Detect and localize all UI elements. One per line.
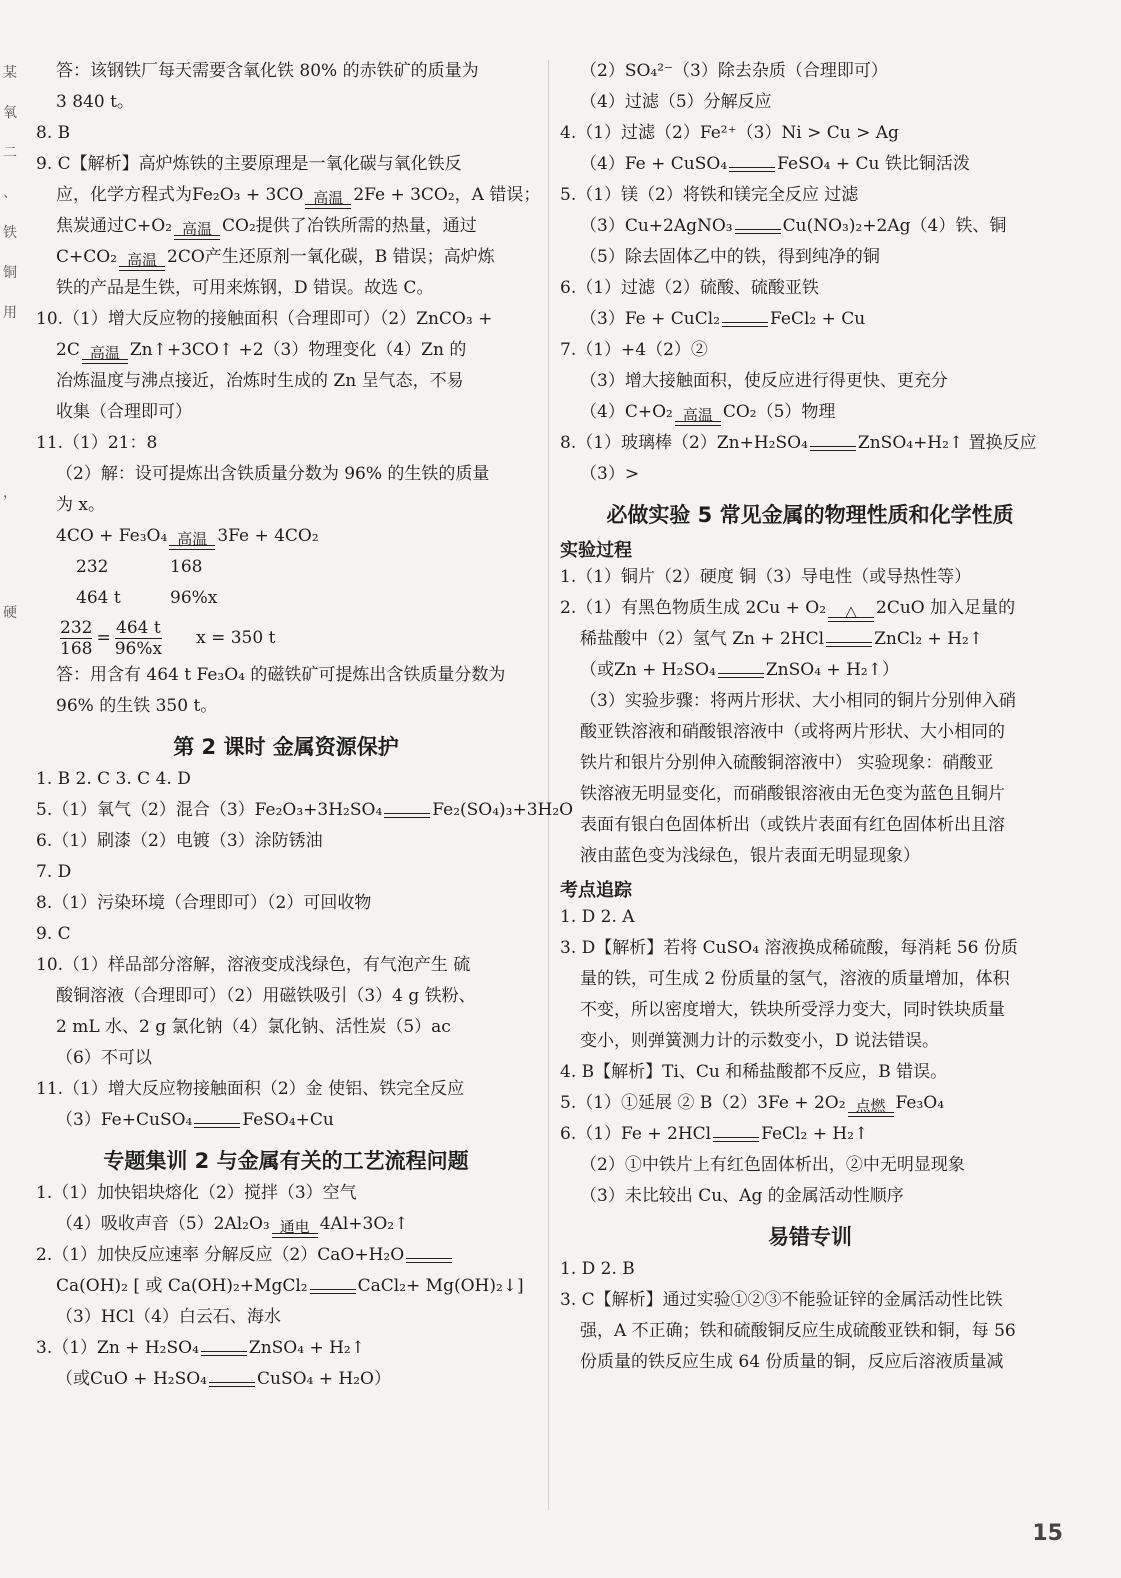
answer-line: 1.（1）铜片（2）硬度 铜（3）导电性（或导热性等） [560,567,972,587]
reaction-arrow: 高温 [169,533,215,550]
reaction-arrow: 高温 [119,254,165,271]
answer-line: 1.（1）加快铝块熔化（2）搅拌（3）空气 [36,1183,357,1203]
ratio-line: 464 t 96%x [76,588,218,608]
answer-line: 9. C [36,924,71,944]
answer-line: 3. C【解析】通过实验①②③不能验证锌的金属活动性比铁 [560,1290,1003,1310]
margin-char: 、 [3,185,17,201]
answer-line: 10.（1）增大反应物的接触面积（合理即可）（2）ZnCO₃ + [36,309,493,329]
reaction-arrow: 高温 [675,409,721,426]
page-number: 15 [1032,1521,1063,1546]
answer-line: （3）未比较出 Cu、Ag 的金属活动性顺序 [580,1186,904,1206]
answer-line: 铁的产品是生铁，可用来炼钢，D 错误。故选 C。 [56,278,434,298]
answer-line: 4. B【解析】Ti、Cu 和稀盐酸都不反应，B 错误。 [560,1062,948,1082]
reaction-arrow [718,673,764,678]
equation-line: 稀盐酸中（2）氢气 Zn + 2HCl ZnCl₂ + H₂↑ [580,629,984,649]
answer-line: 铁溶液无明显变化，而硝酸银溶液由无色变为蓝色且铜片 [580,784,1005,804]
proportion-line: $\frac{232}{168}$ = $\frac{464 t}{96\%x}$ x = 350 t [60,618,276,659]
section-heading: 专题集训 2 与金属有关的工艺流程问题 [103,1149,469,1173]
answer-line: （5）除去固体乙中的铁，得到纯净的铜 [580,247,880,267]
answer-line: 4.（1）过滤（2）Fe²⁺（3）Ni > Cu > Ag [560,123,899,143]
answer-line: 答：该钢铁厂每天需要含氧化铁 80% 的赤铁矿的质量为 [56,61,479,81]
answer-line: 1. B 2. C 3. C 4. D [36,769,191,789]
margin-char: 氧 [3,105,17,121]
answer-line: （3）实验步骤：将两片形状、大小相同的铜片分别伸入硝 [580,691,1016,711]
margin-char: 某 [3,65,17,81]
answer-line: 1. D 2. B [560,1259,635,1279]
answer-line: 冶炼温度与沸点接近，冶炼时生成的 Zn 呈气态，不易 [56,371,464,391]
ratio-line: 232 168 [76,557,203,577]
answer-line: 份质量的铁反应生成 64 份质量的铜，反应后溶液质量减 [580,1352,1004,1372]
equation-line: （4）Fe + CuSO₄ FeSO₄ + Cu 铁比铜活泼 [580,154,970,174]
reaction-arrow: 高温 [82,347,128,364]
subsection-heading: 实验过程 [560,540,632,561]
answer-line: （3）增大接触面积，使反应进行得更快、更充分 [580,371,948,391]
answer-line: 9. C【解析】高炉炼铁的主要原理是一氧化碳与氧化铁反 [36,154,462,174]
answer-line: 1. D 2. A [560,907,635,927]
answer-line: （3）> [580,464,640,484]
margin-char: ， [3,485,17,501]
margin-char: 二 [3,145,17,161]
reaction-arrow [735,229,781,234]
equation-line: （4）C+O₂ 高温 CO₂（5）物理 [580,402,836,424]
reaction-arrow [722,322,768,327]
equation-line: （3）Cu+2AgNO₃ Cu(NO₃)₂+2Ag（4）铁、铜 [580,216,1007,236]
reaction-arrow [194,1123,240,1128]
equation-line: 5.（1）①延展 ② B（2）3Fe + 2O₂ 点燃 Fe₃O₄ [560,1093,945,1115]
answer-line: 8.（1）污染环境（合理即可）（2）可回收物 [36,893,372,913]
answer-line: 5.（1）镁（2）将铁和镁完全反应 过滤 [560,185,859,205]
section-heading: 必做实验 5 常见金属的物理性质和化学性质 [606,503,1014,527]
reaction-arrow [310,1289,356,1294]
answer-line: 不变，所以密度增大，铁块所受浮力变大，同时铁块质量 [580,1000,1005,1020]
answer-line: 2 mL 水、2 g 氯化钠（4）氯化钠、活性炭（5）ac [56,1017,451,1037]
equation-line: 应，化学方程式为Fe₂O₃ + 3CO 高温 2Fe + 3CO₂，A 错误； [56,185,541,207]
answer-line: 答：用含有 464 t Fe₃O₄ 的磁铁矿可提炼出含铁质量分数为 [56,665,506,685]
equation-line: 6.（1）Fe + 2HCl FeCl₂ + H₂↑ [560,1124,869,1144]
reaction-arrow [729,167,775,172]
reaction-arrow [713,1137,759,1142]
margin-char: 铜 [3,265,17,281]
answer-line: 量的铁，可生成 2 份质量的氢气，溶液的质量增加，体积 [580,969,1010,989]
answer-line: （6）不可以 [56,1048,152,1068]
answer-line: （2）解：设可提炼出含铁质量分数为 96% 的生铁的质量 [56,464,490,484]
reaction-arrow [209,1382,255,1387]
answer-line: 表面有银白色固体析出（或铁片表面有红色固体析出且溶 [580,815,1005,835]
margin-char: 用 [3,305,17,321]
equation-line: （或Zn + H₂SO₄ ZnSO₄ + H₂↑） [580,660,899,680]
reaction-arrow [384,813,430,818]
equation-line: 4CO + Fe₃O₄ 高温 3Fe + 4CO₂ [56,526,319,548]
answer-line: 酸亚铁溶液和硝酸银溶液中（或将两片形状、大小相同的 [580,722,1005,742]
answer-line: 液由蓝色变为浅绿色，银片表面无明显现象） [580,846,920,866]
fraction: $\frac{464 t}{96\%x}$ [114,618,163,659]
reaction-arrow [826,642,872,647]
answer-line: 酸铜溶液（合理即可）（2）用磁铁吸引（3）4 g 铁粉、 [56,986,476,1006]
left-column [36,60,574,1399]
section-heading: 第 2 课时 金属资源保护 [173,735,399,759]
reaction-arrow: 高温 [305,192,351,209]
answer-line: 6.（1）过滤（2）硫酸、硫酸亚铁 [560,278,819,298]
section-heading: 易错专训 [768,1225,852,1249]
answer-line: 铁片和银片分别伸入硫酸铜溶液中） 实验现象：硝酸亚 [580,753,994,773]
reaction-arrow: 通电 [272,1221,318,1238]
answer-line: 7. D [36,862,72,882]
equation-line: 3.（1）Zn + H₂SO₄ ZnSO₄ + H₂↑ [36,1338,365,1358]
equation-line: 2.（1）加快反应速率 分解反应（2）CaO+H₂O [36,1244,536,1275]
equation-line: （3）Fe + CuCl₂ FeCl₂ + Cu [580,309,866,329]
reaction-arrow [201,1351,247,1356]
equation-line: C+CO₂ 高温 2CO产生还原剂一氧化碳，B 错误；高炉炼 [56,247,495,269]
answer-line: 收集（合理即可） [56,402,192,422]
answer-line: 11.（1）21：8 [36,433,158,453]
equation-line: 5.（1）氧气（2）混合（3）Fe₂O₃+3H₂SO₄ Fe₂(SO₄)₃+3H₂O [36,800,574,820]
answer-line: 强，A 不正确；铁和硫酸铜反应生成硫酸亚铁和铜，每 56 [580,1321,1016,1341]
answer-line: （4）过滤（5）分解反应 [580,92,772,112]
equation-line: 焦炭通过C+O₂ 高温 CO₂提供了冶铁所需的热量，通过 [56,216,477,238]
reaction-arrow: △ [828,605,874,622]
subsection-heading: 考点追踪 [560,880,632,901]
equation-line: 2C 高温 Zn↑+3CO↑ +2（3）物理变化（4）Zn 的 [56,340,467,362]
equation-line: （或CuO + H₂SO₄ CuSO₄ + H₂O） [56,1369,391,1389]
answer-line: 11.（1）增大反应物接触面积（2）金 使铝、铁完全反应 [36,1079,465,1099]
margin-char: 铁 [3,225,17,241]
answer-line: 6.（1）刷漆（2）电镀（3）涂防锈油 [36,831,323,851]
equation-line: （3）Fe+CuSO₄ FeSO₄+Cu [56,1110,334,1130]
column-divider [548,60,549,1510]
reaction-arrow: 点燃 [848,1100,894,1117]
left-margin-cropped-text [0,0,22,700]
answer-line: 3 840 t。 [56,92,134,112]
answer-line: 7.（1）+4（2）② [560,340,708,360]
fraction: $\frac{232}{168}$ [60,618,93,659]
answer-line: （3）HCl（4）白云石、海水 [56,1307,281,1327]
answer-line: 为 x。 [56,495,105,515]
answer-line: 96% 的生铁 350 t。 [56,696,218,716]
answer-line: （2）①中铁片上有红色固体析出，②中无明显现象 [580,1155,965,1175]
reaction-arrow [810,446,856,451]
equation-line: 2.（1）有黑色物质生成 2Cu + O₂ △ 2CuO 加入足量的 [560,598,1016,620]
equation-line: 8.（1）玻璃棒（2）Zn+H₂SO₄ ZnSO₄+H₂↑ 置换反应 [560,433,1037,453]
reaction-arrow [406,1258,452,1263]
answer-line: 3. D【解析】若将 CuSO₄ 溶液换成稀硫酸，每消耗 56 份质 [560,938,1018,958]
answer-line: 8. B [36,123,71,143]
right-column [560,60,1060,1382]
equation-line: （4）吸收声音（5）2Al₂O₃ 通电 4Al+3O₂↑ [56,1214,409,1236]
answer-line: 变小，则弹簧测力计的示数变小，D 说法错误。 [580,1031,940,1051]
margin-char: 硬 [3,605,17,621]
equation-line: Ca(OH)₂ [ 或 Ca(OH)₂+MgCl₂ CaCl₂+ Mg(OH)₂↓] [56,1276,524,1296]
answer-line: （2）SO₄²⁻（3）除去杂质（合理即可） [580,61,888,81]
reaction-arrow: 高温 [174,223,220,240]
answer-line: 10.（1）样品部分溶解，溶液变成浅绿色，有气泡产生 硫 [36,955,471,975]
